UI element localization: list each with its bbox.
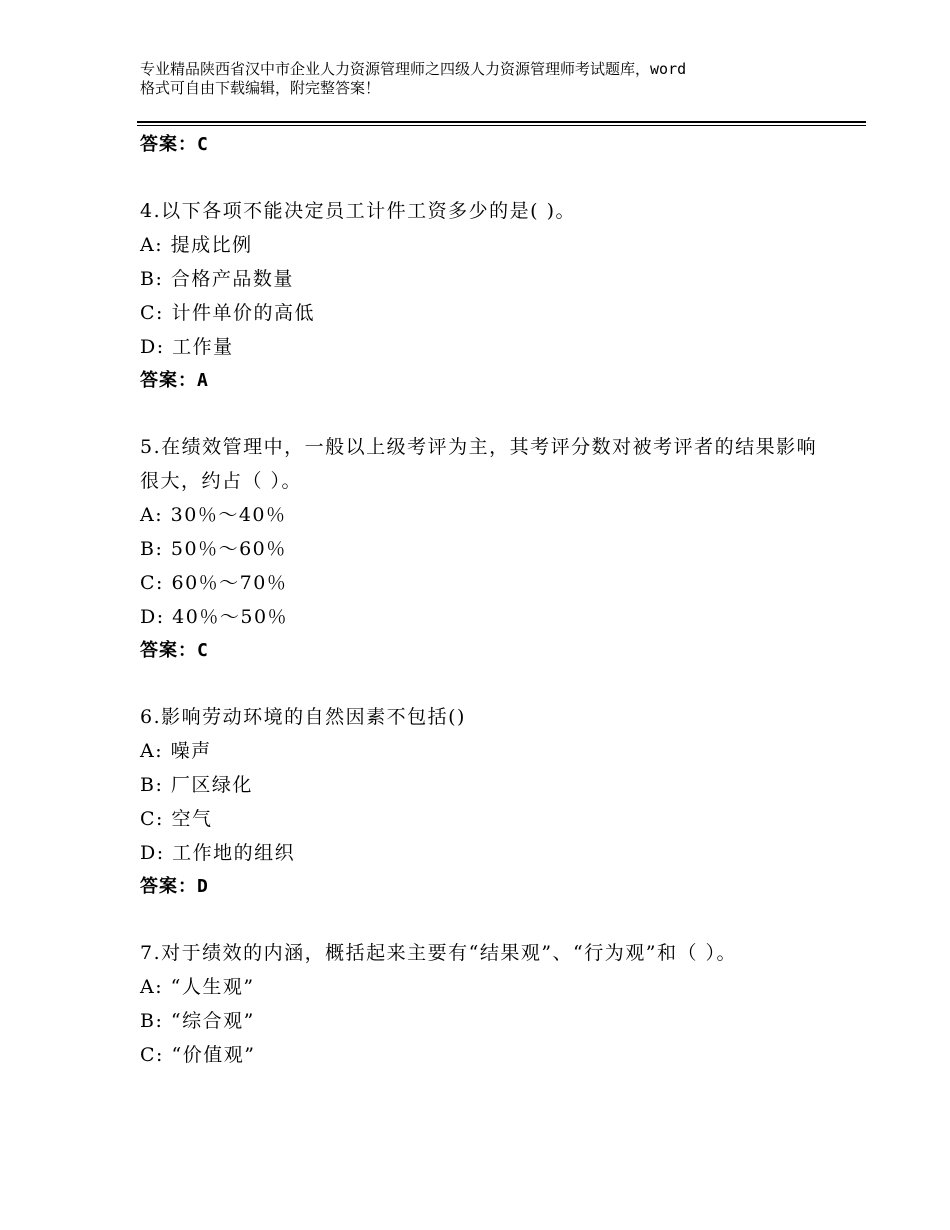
option-text: 噪声 bbox=[163, 740, 212, 762]
answer-prefix: 答案： bbox=[140, 134, 197, 155]
header-line-1: 专业精品陕西省汉中市企业人力资源管理师之四级人力资源管理师考试题库，word bbox=[140, 60, 687, 78]
question-spacer bbox=[140, 162, 830, 194]
option-row bbox=[140, 802, 830, 836]
question-block bbox=[140, 194, 830, 398]
page-header bbox=[140, 60, 840, 98]
option-label: A: bbox=[140, 234, 164, 256]
option-text: “人生观” bbox=[163, 976, 255, 998]
option-label: C: bbox=[140, 808, 164, 830]
option-row bbox=[140, 330, 830, 364]
option-text: 合格产品数量 bbox=[163, 268, 294, 290]
option-text: “价值观” bbox=[163, 1044, 256, 1066]
option-row bbox=[140, 734, 830, 768]
option-row bbox=[140, 836, 830, 870]
question-spacer bbox=[140, 668, 830, 700]
question-block bbox=[140, 936, 830, 1072]
option-row bbox=[140, 1004, 830, 1038]
option-text: 30％～40％ bbox=[163, 504, 287, 526]
answer-prefix: 答案： bbox=[140, 876, 197, 897]
option-text: “综合观” bbox=[163, 1010, 255, 1032]
header-line-2: 格式可自由下载编辑，附完整答案！ bbox=[140, 79, 381, 97]
answer-line bbox=[140, 634, 830, 668]
option-text: 提成比例 bbox=[163, 234, 253, 256]
question-stem: 5.在绩效管理中，一般以上级考评为主，其考评分数对被考评者的结果影响很大，约占（ ）。 bbox=[140, 436, 818, 492]
option-label: A: bbox=[140, 504, 164, 526]
option-row bbox=[140, 296, 830, 330]
answer-line bbox=[140, 128, 830, 162]
option-text: 工作地的组织 bbox=[164, 842, 296, 864]
question-stem: 7.对于绩效的内涵，概括起来主要有“结果观”、“行为观”和（ ）。 bbox=[140, 942, 738, 964]
option-row bbox=[140, 970, 830, 1004]
option-label: B: bbox=[140, 268, 164, 290]
option-row bbox=[140, 768, 830, 802]
question-stem: 6.影响劳动环境的自然因素不包括() bbox=[140, 706, 466, 728]
option-label: A: bbox=[140, 740, 164, 762]
option-text: 厂区绿化 bbox=[163, 774, 253, 796]
option-label: B: bbox=[140, 538, 164, 560]
option-label: D: bbox=[140, 336, 165, 358]
answer-line bbox=[140, 870, 830, 904]
option-label: D: bbox=[140, 842, 165, 864]
answer-value: A bbox=[197, 370, 209, 391]
option-row bbox=[140, 1038, 830, 1072]
question-spacer bbox=[140, 398, 830, 430]
option-label: B: bbox=[140, 774, 164, 796]
option-row bbox=[140, 532, 830, 566]
questions-container bbox=[140, 162, 830, 1072]
answer-value: D bbox=[197, 876, 209, 897]
header-rule-thin bbox=[137, 125, 866, 126]
question-stem: 4.以下各项不能决定员工计件工资多少的是( )。 bbox=[140, 200, 576, 222]
answer-line bbox=[140, 364, 830, 398]
option-row bbox=[140, 228, 830, 262]
option-label: D: bbox=[140, 606, 165, 628]
option-text: 计件单价的高低 bbox=[163, 302, 315, 324]
option-text: 40％～50％ bbox=[164, 606, 289, 628]
answer-value: C bbox=[197, 640, 209, 661]
option-row bbox=[140, 498, 830, 532]
question-block bbox=[140, 700, 830, 904]
header-rule-thick bbox=[137, 121, 866, 123]
answer-prefix: 答案： bbox=[140, 370, 197, 391]
option-text: 50％～60％ bbox=[163, 538, 287, 560]
option-text: 空气 bbox=[163, 808, 213, 830]
option-row bbox=[140, 262, 830, 296]
option-label: C: bbox=[140, 302, 164, 324]
option-label: C: bbox=[140, 1044, 164, 1066]
answer-value: C bbox=[197, 134, 209, 155]
option-row bbox=[140, 566, 830, 600]
option-text: 工作量 bbox=[164, 336, 234, 358]
option-label: A: bbox=[140, 976, 164, 998]
question-list bbox=[140, 128, 830, 1072]
question-block bbox=[140, 430, 830, 668]
option-row bbox=[140, 600, 830, 634]
option-text: 60％～70％ bbox=[163, 572, 288, 594]
option-label: C: bbox=[140, 572, 164, 594]
question-spacer bbox=[140, 904, 830, 936]
option-label: B: bbox=[140, 1010, 164, 1032]
answer-prefix: 答案： bbox=[140, 640, 197, 661]
